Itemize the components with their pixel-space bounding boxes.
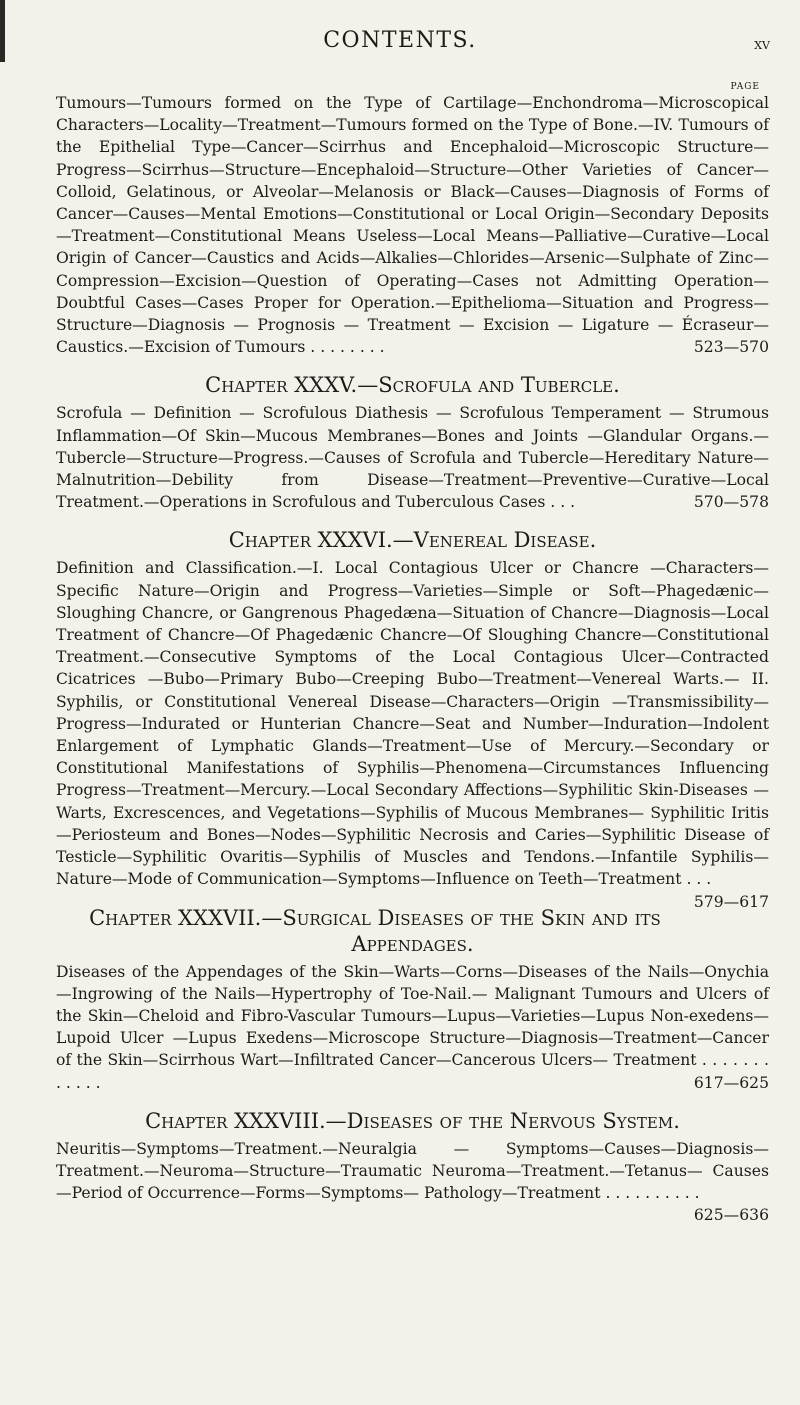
entry-text: Scrofula — Definition — Scrofulous Diathesis — Scrofulous Temperament — Strumous Inflammation—Of Skin—Mucous Membranes—Bones and Joints —Glandular Organs.—Tubercle—Structure—Progress.—Causes of Scrofula and Tubercle—Hereditary Nature—Malnutrition—Debility from Disease—Treatment—Preventive—Curative—Local Treatment.—Operations in Scrofulous and Tuberculous Cases . . . bbox=[56, 404, 769, 512]
page-range: 570—578 bbox=[693, 493, 769, 512]
page-range: 625—636 bbox=[693, 1206, 769, 1225]
chapter-heading: Chapter XXXVII.—Surgical Diseases of the Skin and its Appendages. bbox=[89, 905, 661, 956]
entry-text: Neuritis—Symptoms—Treatment.—Neuralgia — Symptoms—Causes—Diagnosis—Treatment.—Neuroma—Structure—Traumatic Neuroma—Treatment.—Tetanus— Causes—Period of Occurrence—Forms—Symptoms— Pathology—Treatment . . . . . . . . . . bbox=[56, 1139, 769, 1203]
contents-entry bbox=[56, 402, 769, 513]
entry-text: Definition and Classification.—I. Local Contagious Ulcer or Chancre —Characters—Specific Nature—Origin and Progress—Varieties—Simple or Soft—Phagedænic—Sloughing Chancre, or Gangrenous Phagedæna—Situation of Chancre—Diagnosis—Local Treatment of Chancre—Of Phagedænic Chancre—Of Sloughing Chancre—Constitutional Treatment.—Consecutive Symptoms of the Local Contagious Ulcer—Contracted Cicatrices —Bubo—Primary Bubo—Creeping Bubo—Treatment—Venereal Warts.— II. Syphilis, or Constitutional Venereal Disease—Characters—Origin —Transmissibility—Progress—Indurated or Hunterian Chancre—Seat and Number—Induration—Indolent Enlargement of Lymphatic Glands—Treatment—Use of Mercury.—Secondary or Constitutional Manifestations of Syphilis—Phenomena—Circumstances Influencing Progress—Treatment—Mercury.—Local Secondary Affections—Syphilitic Skin-Diseases —Warts, Excrescences, and Vegetations—Syphilis of Mucous Membranes— Syphilitic Iritis—Periosteum and Bones—Nodes—Syphilitic Necrosis and Caries—Syphilitic Disease of Testicle—Syphilitic Ovaritis—Syphilis of Muscles and Tendons.—Infantile Syphilis—Nature—Mode of Communication—Symptoms—Influence on Teeth—Treatment . . . bbox=[56, 559, 769, 889]
page-range: 579—617 bbox=[693, 892, 769, 911]
page-title: CONTENTS. bbox=[323, 28, 477, 53]
running-header bbox=[0, 28, 800, 72]
page-column-label: PAGE bbox=[730, 82, 760, 92]
page-range: 523—570 bbox=[693, 338, 769, 357]
contents-entry bbox=[56, 961, 769, 1094]
contents-body bbox=[56, 92, 769, 1227]
contents-entry bbox=[56, 92, 769, 358]
entry-text: Tumours—Tumours formed on the Type of Cartilage—Enchondroma—Microscopical Characters—Locality—Treatment—Tumours formed on the Type of Bone.—IV. Tumours of the Epithelial Type—Cancer—Scirrhus and Encephaloid—Microscopic Structure—Progress—Scirrhus—Structure—Encephaloid—Structure—Other Varieties of Cancer—Colloid, Gelatinous, or Alveolar—Melanosis or Black—Causes—Diagnosis of Forms of Cancer—Causes—Mental Emotions—Constitutional or Local Origin—Secondary Deposits—Treatment—Constitutional Means Useless—Local Means—Palliative—Curative—Local Origin of Cancer—Caustics and Acids—Alkalies—Chlorides—Arsenic—Sulphate of Zinc—Compression—Excision—Question of Operating—Cases not Admitting Operation—Doubtful Cases—Cases Proper for Operation.—Epithelioma—Situation and Progress—Structure—Diagnosis — Prognosis — Treatment — Excision — Ligature — Écraseur—Caustics.—Excision of Tumours . . . . . . . . bbox=[56, 94, 769, 357]
page-numeral: xv bbox=[754, 34, 770, 53]
page-range: 617—625 bbox=[693, 1073, 769, 1092]
contents-entry bbox=[56, 1138, 769, 1225]
contents-entry bbox=[56, 557, 769, 911]
chapter-heading: Chapter XXXVI.—Venereal Disease. bbox=[228, 528, 597, 553]
entry-text: Diseases of the Appendages of the Skin—Warts—Corns—Diseases of the Nails—Onychia—Ingrowing of the Nails—Hypertrophy of Toe-Nail.— Malignant Tumours and Ulcers of the Skin—Cheloid and Fibro-Vascular Tumours—Lupus—Varieties—Lupus Non-exedens—Lupoid Ulcer —Lupus Exedens—Microscope Structure—Diagnosis—Treatment—Cancer of the Skin—Scirrhous Wart—Infiltrated Cancer—Cancerous Ulcers— Treatment . . . . . . . . . . . . bbox=[56, 962, 769, 1092]
chapter-heading: Chapter XXXVIII.—Diseases of the Nervous System. bbox=[145, 1108, 680, 1133]
chapter-heading: Chapter XXXV.—Scrofula and Tubercle. bbox=[205, 373, 620, 398]
